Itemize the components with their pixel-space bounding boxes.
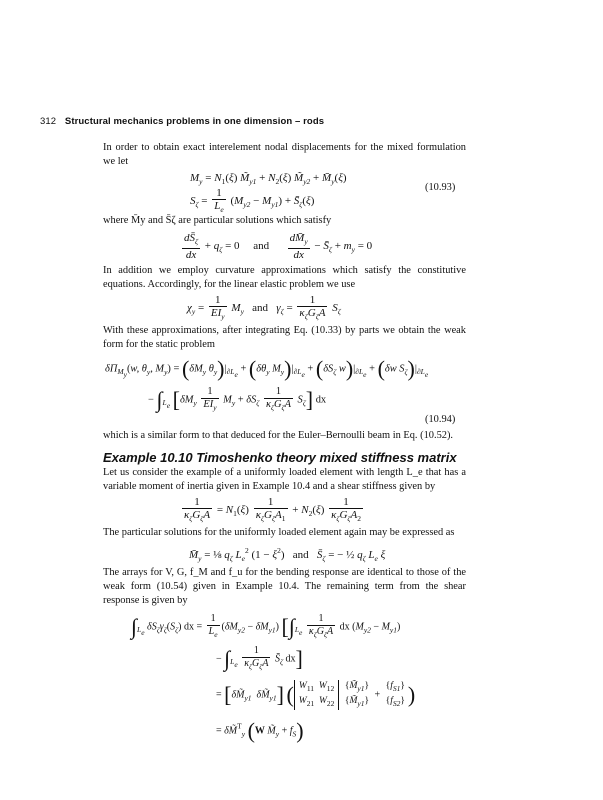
example-paragraph-1: Let us consider the example of a uniformly loaded element with length L_e that has a variable moment of inertia given in Example 10.4 and a shear stiffness given by	[103, 467, 466, 492]
equation-10-94-line2: − $\int_{Le}$ [$\delta M_y$ $\frac{1}{EI_y}$ $M_y + \delta S_\zeta$ $\frac{1}{\kappa_\zeta G_\zeta A}$ $S_\zeta$] dx	[148, 386, 327, 412]
equation-particular: $\frac{dS̄_\zeta}{dx}$ + $q_\zeta = 0$ and $\frac{dM̄_y}{dx}$ − $S̄_\zeta + m_y = 0$	[184, 232, 373, 261]
moment-vector: $\{M̃_{y1}\}$ $\{M̃_{y1}\}$	[344, 681, 370, 708]
equation-shear-line3: = [$\delta M̃_{y1}$ $\delta M̃_{y1}$] ( $W_{11}$ $W_{12}$ $W_{21}$ $W_{22}$ $\{M̃_{y1}\}$ $\{M̃_{y1}\} + \{f_{S1}\}$ $\{f_{S2}\}$ )	[216, 681, 416, 708]
equation-shear-line1: $\int_{Le}$ $\delta S_\zeta\gamma_\zeta(S_\zeta)$ dx = $\frac{1}{L_e}$ $(\delta M_{y2} - \delta M_{y1})$ [$\int_{Le}$ $\frac{1}{\kappa_\zeta G_\zeta A}$ dx $(M_{y2} - M_{y1})$	[131, 613, 401, 639]
equation-number-10-94: (10.94)	[425, 414, 456, 425]
paragraph-weak-form: With these approximations, after integrating Eq. (10.33) by parts we obtain the weak form for the static problem	[103, 325, 466, 350]
equation-10-93-line2: $S_\zeta$ = $\frac{1}{L_e}$ $(M_{y2} - M_{y1})$ + $S̄_\zeta(\xi)$	[190, 187, 315, 214]
equation-10-93-line1: $M_y = N_1(\xi)$ $M̃_{y1} + N_2(\xi)$ $M̃_{y2}$ + $M̄_y(\xi)$	[190, 172, 347, 186]
example-paragraph-3: The arrays for V, G, f_M and f_u for the bending response are identical to those of the weak form (10.54) given in Example 10.4. The remaining term from the shear response is given by	[103, 567, 466, 606]
equation-particular-uniform: $M̄_y$ = ⅛ $q_\zeta$ $L_e^2$ $(1 - \xi^2)$ and $S̄_\zeta$ = − ½ $q_\zeta$ $L_e$ ξ	[189, 546, 386, 563]
equation-curvature: $\chi_y$ = $\frac{1}{EI_y}$ $M_y$ and $\gamma_\zeta$ = $\frac{1}{\kappa_\zeta G_\zeta A}$ $S_\zeta$	[187, 294, 341, 321]
running-head	[40, 116, 324, 127]
paragraph-intro: In order to obtain exact interelement nodal displacements for the mixed formulation we let	[103, 142, 466, 167]
load-vector: $\{f_{S1}\}$ $\{f_{S2}\}$	[385, 681, 405, 708]
equation-shear-line2: − $\int_{Le}$ $\frac{1}{\kappa_\zeta G_\zeta A}$ $S̄_\zeta$ dx]	[216, 645, 303, 671]
equation-10-94-line1: $\delta\Pi_{My}(w$, $\theta_y$, $M_y) = (\delta M_y$ $\theta_y)|_{\partial Le} + (\delta\theta_y$ $M_y)|_{\partial Le} + (\delta S_\zeta$ $w)|_{\partial Le} + (\delta w$ $S_\zeta)|_{\partial Le}$	[105, 356, 429, 381]
running-title: Structural mechanics problems in one dimension – rods	[64, 116, 325, 127]
equation-shear-line4: = δM̃$^T_y$ (W $M̃_y + f_S$)	[216, 718, 304, 743]
equation-shear-stiffness: $\frac{1}{\kappa_\zeta G_\zeta A}$ = $N_1(\xi)$ $\frac{1}{\kappa_\zeta G_\zeta A_1}$ + $N_2(\xi)$ $\frac{1}{\kappa_\zeta G_\zeta A_2}$	[184, 496, 361, 523]
equation-number-10-93: (10.93)	[425, 182, 456, 193]
example-paragraph-2: The particular solutions for the uniformly loaded element again may be expressed as	[103, 527, 455, 538]
example-title: Example 10.10 Timoshenko theory mixed stiffness matrix	[103, 450, 457, 465]
paragraph-particular: where M̄y and S̄ζ are particular solutions which satisfy	[103, 215, 332, 226]
w-matrix: $W_{11}$ $W_{12}$ $W_{21}$ $W_{22}$	[294, 680, 340, 710]
page-number: 312	[40, 116, 57, 127]
paragraph-euler-bernoulli: which is a similar form to that deduced for the Euler–Bernoulli beam in Eq. (10.52).	[103, 430, 454, 441]
paragraph-curvature: In addition we employ curvature approximations which satisfy the constitutive equations. Accordingly, for the linear elastic problem we use	[103, 265, 466, 290]
